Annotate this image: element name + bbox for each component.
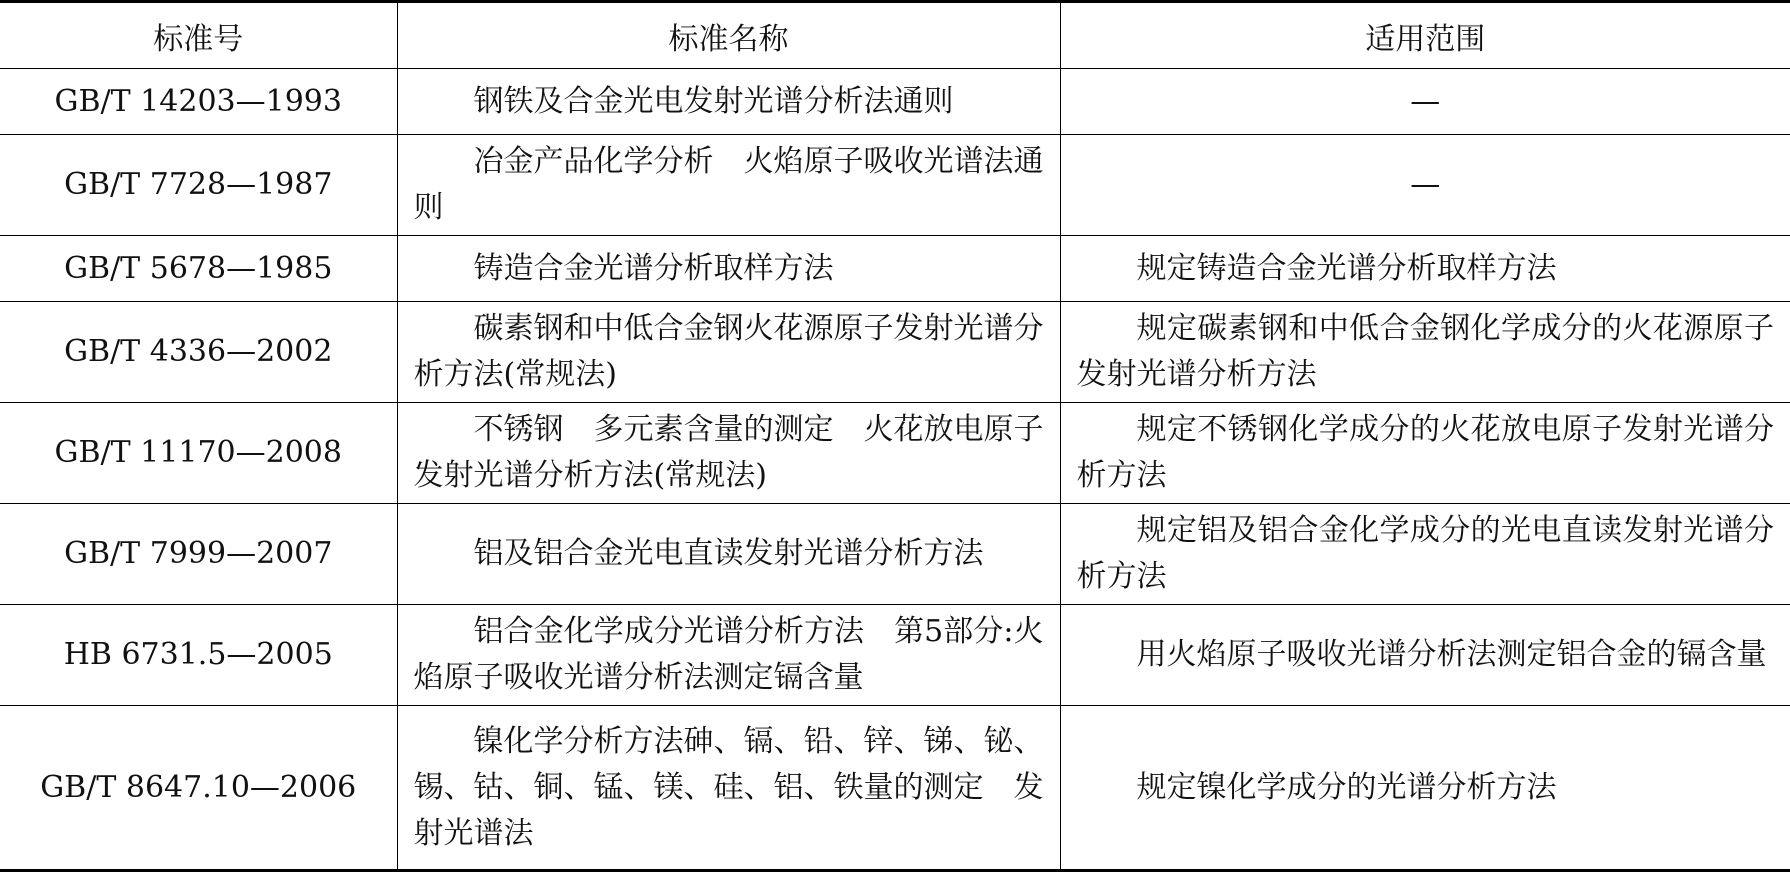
header-standard-name: 标准名称 <box>397 2 1060 69</box>
scope: — <box>1060 69 1790 135</box>
table-row <box>0 69 1790 135</box>
table-row <box>0 605 1790 706</box>
standard-name: 碳素钢和中低合金钢火花源原子发射光谱分析方法(常规法) <box>397 302 1060 403</box>
scope: 规定铝及铝合金化学成分的光电直读发射光谱分析方法 <box>1060 504 1790 605</box>
scope: 规定铸造合金光谱分析取样方法 <box>1060 236 1790 302</box>
standard-name: 不锈钢 多元素含量的测定 火花放电原子发射光谱分析方法(常规法) <box>397 403 1060 504</box>
standard-code: HB 6731.5—2005 <box>0 605 397 706</box>
standard-code: GB/T 7728—1987 <box>0 135 397 236</box>
scope: 规定镍化学成分的光谱分析方法 <box>1060 706 1790 871</box>
header-scope: 适用范围 <box>1060 2 1790 69</box>
standard-name: 铸造合金光谱分析取样方法 <box>397 236 1060 302</box>
table-row <box>0 302 1790 403</box>
standard-name: 铝合金化学成分光谱分析方法 第5部分:火焰原子吸收光谱分析法测定镉含量 <box>397 605 1060 706</box>
scope: — <box>1060 135 1790 236</box>
table-row <box>0 135 1790 236</box>
scope: 用火焰原子吸收光谱分析法测定铝合金的镉含量 <box>1060 605 1790 706</box>
standard-code: GB/T 14203—1993 <box>0 69 397 135</box>
standard-code: GB/T 11170—2008 <box>0 403 397 504</box>
standard-code: GB/T 7999—2007 <box>0 504 397 605</box>
table-row <box>0 403 1790 504</box>
header-standard-code: 标准号 <box>0 2 397 69</box>
standard-code: GB/T 8647.10—2006 <box>0 706 397 871</box>
scope: 规定不锈钢化学成分的火花放电原子发射光谱分析方法 <box>1060 403 1790 504</box>
scope: 规定碳素钢和中低合金钢化学成分的火花源原子发射光谱分析方法 <box>1060 302 1790 403</box>
standard-code: GB/T 4336—2002 <box>0 302 397 403</box>
standard-code: GB/T 5678—1985 <box>0 236 397 302</box>
standard-name: 铝及铝合金光电直读发射光谱分析方法 <box>397 504 1060 605</box>
standard-name: 钢铁及合金光电发射光谱分析法通则 <box>397 69 1060 135</box>
table-row <box>0 504 1790 605</box>
table-row <box>0 706 1790 871</box>
standard-name: 冶金产品化学分析 火焰原子吸收光谱法通则 <box>397 135 1060 236</box>
table-row <box>0 236 1790 302</box>
standard-name: 镍化学分析方法砷、镉、铅、锌、锑、铋、锡、钴、铜、锰、镁、硅、铝、铁量的测定 发射光谱法 <box>397 706 1060 871</box>
table-header-row <box>0 2 1790 69</box>
